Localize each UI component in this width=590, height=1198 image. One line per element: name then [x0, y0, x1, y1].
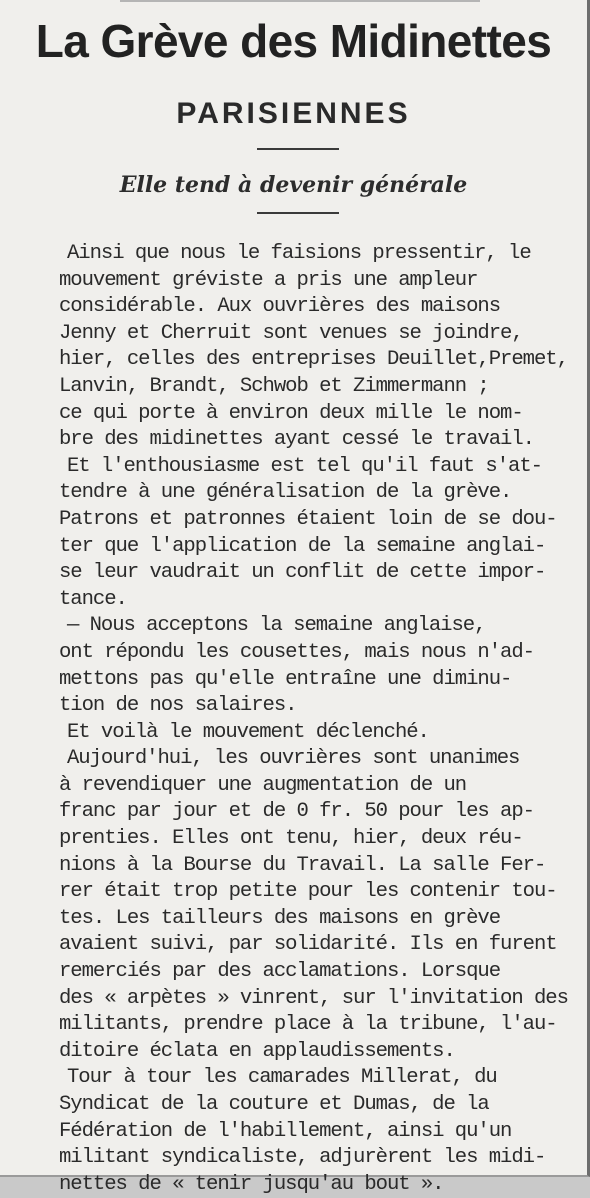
text-line: Fédération de l'habillement, ainsi qu'un [59, 1119, 512, 1143]
text-line: Lanvin, Brandt, Schwob et Zimmermann ; [59, 374, 489, 398]
paragraph [59, 1065, 587, 1198]
paragraph [59, 454, 587, 614]
text-line: Et l'enthousiasme est tel qu'il faut s'at- [67, 454, 542, 478]
text-line: bre des midinettes ayant cessé le travail. [59, 428, 534, 452]
deck: Elle tend à devenir générale [119, 172, 468, 198]
subheadline: PARISIENNES [176, 97, 411, 130]
text-line: remerciés par des acclamations. Lorsque [59, 960, 501, 984]
text-line: mouvement gréviste a pris une ampleur [59, 268, 478, 292]
text-line: se leur vaudrait un conflit de cette impor- [59, 561, 546, 585]
text-line: nettes de « tenir jusqu'au bout ». [59, 1172, 444, 1196]
text-line: à revendiquer une augmentation de un [59, 773, 467, 797]
article-body [59, 241, 587, 1198]
text-line: Ainsi que nous le faisions pressentir, le [67, 242, 531, 265]
text-line: nions à la Bourse du Travail. La salle Fer- [59, 853, 546, 877]
paragraph [59, 613, 587, 719]
text-line: avaient suivi, par solidarité. Ils en furent [59, 933, 557, 957]
text-line: tion de nos salaires. [59, 694, 297, 718]
text-line: — Nous acceptons la semaine anglaise, [67, 614, 486, 638]
text-line: Tour à tour les camarades Millerat, du [67, 1066, 497, 1090]
top-rule [120, 0, 480, 2]
text-line: Et voilà le mouvement déclenché. [67, 720, 429, 744]
text-line: Patrons et patronnes étaient loin de se dou- [59, 507, 557, 531]
divider-rule [257, 148, 339, 150]
text-line: considérable. Aux ouvrières des maisons [59, 295, 501, 319]
text-line: militants, prendre place à la tribune, l'au- [59, 1013, 557, 1037]
text-line: prenties. Elles ont tenu, hier, deux réu- [59, 827, 523, 851]
divider-rule [257, 212, 339, 214]
text-line: rer était trop petite pour les contenir tou- [59, 880, 557, 904]
text-line: ce qui porte à environ deux mille le nom- [59, 401, 523, 425]
text-line: ont répondu les cousettes, mais nous n'ad- [59, 640, 534, 664]
text-line: ditoire éclata en applaudissements. [59, 1039, 455, 1063]
text-line: hier, celles des entreprises Deuillet,Premet, [59, 348, 568, 372]
paragraph [59, 241, 587, 454]
text-line: des « arpètes » vinrent, sur l'invitation des [59, 986, 568, 1010]
text-line: Syndicat de la couture et Dumas, de la [59, 1093, 489, 1116]
text-line: tance. [59, 587, 127, 611]
text-line: Jenny et Cherruit sont venues se joindre, [59, 321, 523, 345]
text-line: tes. Les tailleurs des maisons en grève [59, 906, 501, 930]
text-line: mettons pas qu'elle entraîne une diminu- [59, 667, 512, 691]
text-line: Aujourd'hui, les ouvrières sont unanimes [67, 747, 520, 771]
paragraph [59, 720, 587, 747]
text-line: franc par jour et de 0 fr. 50 pour les ap- [59, 800, 534, 824]
text-line: militant syndicaliste, adjurèrent les midi- [59, 1146, 546, 1170]
text-line: tendre à une généralisation de la grève. [59, 481, 512, 505]
headline: La Grève des Midinettes [35, 15, 552, 67]
text-line: ter que l'application de la semaine anglai- [59, 534, 546, 558]
paragraph [59, 746, 587, 1065]
